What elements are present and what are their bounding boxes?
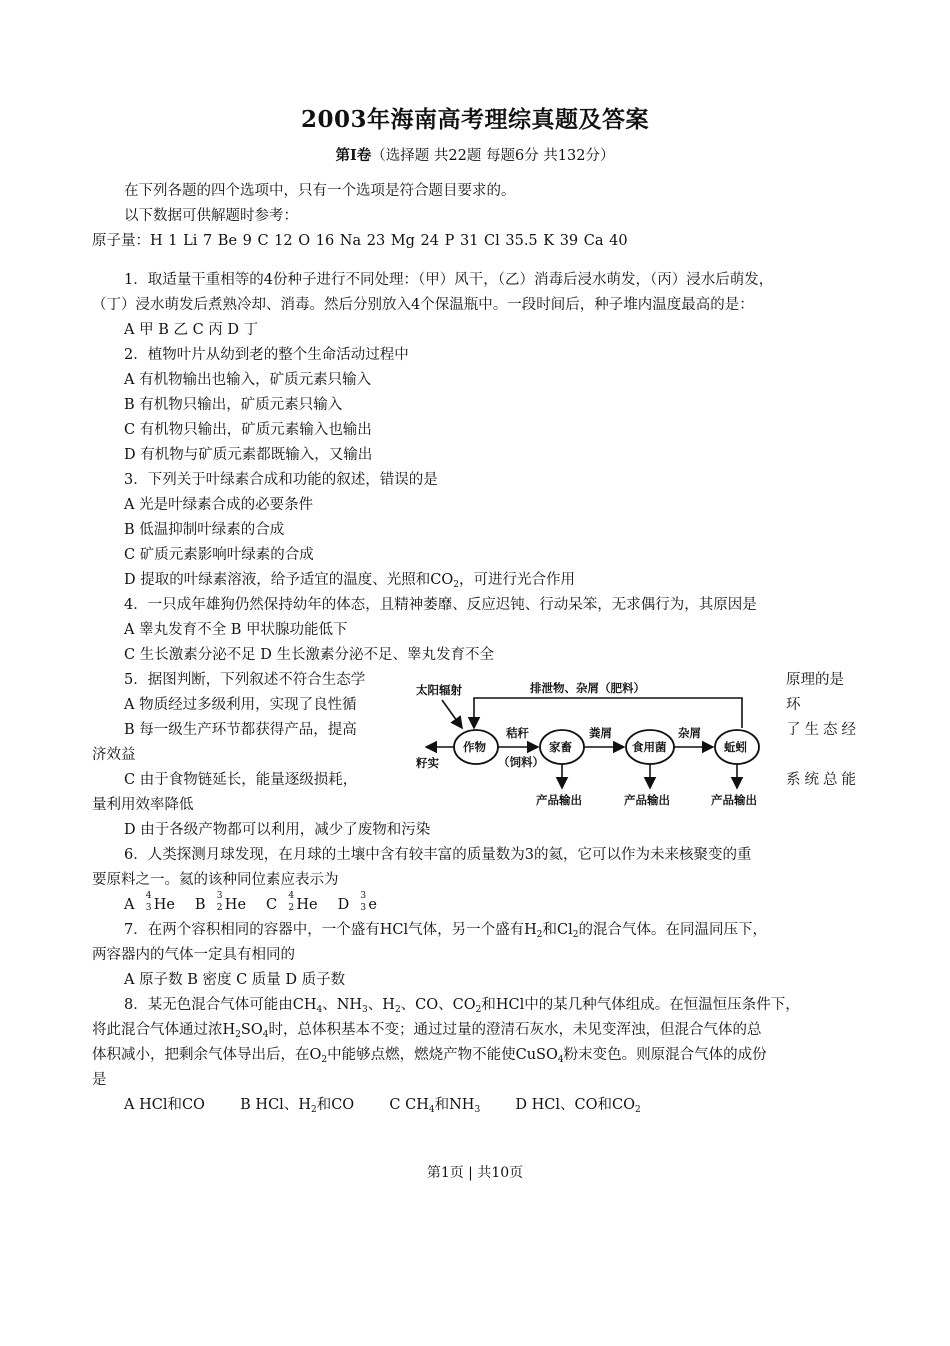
subscript: 2 xyxy=(572,930,579,940)
text-run: 的混合气体。在同温同压下， xyxy=(578,922,767,938)
q6-option-c xyxy=(266,891,318,913)
text-run: 将此混合气体通过浓H xyxy=(92,1022,236,1038)
q2-option-a: A 有机物输出也输入，矿质元素只输入 xyxy=(124,372,372,388)
element-symbol: e xyxy=(368,897,378,913)
subscript: 2 xyxy=(634,1105,641,1115)
text-run: 、CO、CO xyxy=(400,997,476,1013)
q3-option-b: B 低温抑制叶绿素的合成 xyxy=(124,522,285,538)
q5-option-a-left: A 物质经过多级利用，实现了良性循 xyxy=(124,697,357,713)
atomic-mass-line: 原子量：H 1 Li 7 Be 9 C 12 O 16 Na 23 Mg 24 P 31 Cl 35.5 K 39 Ca 40 xyxy=(92,233,628,249)
manure-label: 粪屑 xyxy=(589,726,612,740)
q3-option-d xyxy=(124,570,575,595)
q1-stem-line-2: （丁）浸水萌发后煮熟冷却、消毒。然后分别放入4个保温瓶中。一段时间后，种子堆内温度最高的是： xyxy=(92,297,754,313)
subscript: 2 xyxy=(394,1005,401,1015)
text-run: 粉末变色。则原混合气体的成份 xyxy=(563,1047,767,1063)
subscript: 3 xyxy=(474,1105,481,1115)
q1-options: A 甲 B 乙 C 丙 D 丁 xyxy=(124,322,259,338)
q5-option-c-right: 系统总能 xyxy=(786,772,860,788)
section-description: （选择题 共22题 每题6分 共132分） xyxy=(371,148,615,164)
subscript: 2 xyxy=(453,580,459,590)
node-crop-label: 作物 xyxy=(463,740,486,754)
straw-label: 秸秆 xyxy=(506,726,529,740)
page-footer: 第1页 | 共10页 xyxy=(426,1165,524,1181)
text-run: 和Cl xyxy=(542,922,573,938)
q5-option-c-left: C 由于食物链延长，能量逐级损耗， xyxy=(124,772,358,788)
mass-number: 4 xyxy=(288,891,295,901)
feedback-arrow xyxy=(474,698,742,728)
debris-label: 杂屑 xyxy=(678,726,701,740)
subscript: 4 xyxy=(428,1105,435,1115)
q2-stem: 2．植物叶片从幼到老的整个生命活动过程中 xyxy=(124,347,409,363)
element-symbol: He xyxy=(296,897,318,913)
text-run: B HCl、H xyxy=(240,1097,311,1113)
q5-stem-right: 原理的是 xyxy=(786,672,844,688)
atomic-number: 2 xyxy=(288,903,295,913)
atomic-number: 3 xyxy=(360,903,367,913)
output-label-3: 产品输出 xyxy=(711,793,757,807)
text-run: SO xyxy=(240,1022,263,1038)
text-run: 体积减小，把剩余气体导出后，在O xyxy=(92,1047,322,1063)
sun-label: 太阳辐射 xyxy=(416,683,462,697)
q2-option-d: D 有机物与矿质元素都既输入，又输出 xyxy=(124,447,373,463)
q5-option-b-cont: 济效益 xyxy=(92,747,136,763)
subscript: 2 xyxy=(321,1055,328,1065)
q2-option-c: C 有机物只输出，矿质元素输入也输出 xyxy=(124,422,372,438)
subscript: 2 xyxy=(475,1005,482,1015)
q7-stem-line-2: 两容器内的气体一定具有相同的 xyxy=(92,947,295,963)
text-run: 时，总体积基本不变；通过过量的澄清石灰水，未见变浑浊，但混合气体的总 xyxy=(268,1022,762,1038)
option-letter: B xyxy=(194,897,206,913)
q8-stem-line-1 xyxy=(124,995,800,1020)
element-symbol: He xyxy=(224,897,247,913)
q6-option-b xyxy=(194,891,247,913)
q3-option-a: A 光是叶绿素合成的必要条件 xyxy=(124,497,314,513)
text-run: 和CO xyxy=(316,1097,355,1113)
atomic-number: 2 xyxy=(216,903,223,913)
text-run: 中能够点燃，燃烧产物不能使CuSO xyxy=(327,1047,558,1063)
subscript: 2 xyxy=(536,930,543,940)
q8-option-c xyxy=(389,1097,480,1113)
text-run: C CH xyxy=(389,1097,429,1113)
q3-stem: 3．下列关于叶绿素合成和功能的叙述，错误的是 xyxy=(124,472,438,488)
mass-number: 3 xyxy=(216,891,223,901)
q6-stem-line-2: 要原料之一。氦的该种同位素应表示为 xyxy=(92,872,339,888)
element-symbol: He xyxy=(153,897,175,913)
node-fungus-label: 食用菌 xyxy=(632,740,667,754)
subscript: 4 xyxy=(316,1005,323,1015)
q8-option-d xyxy=(515,1097,640,1113)
q3-option-c: C 矿质元素影响叶绿素的合成 xyxy=(124,547,314,563)
q8-options xyxy=(124,1095,641,1120)
q7-options: A 原子数 B 密度 C 质量 D 质子数 xyxy=(124,972,346,988)
q2-option-b: B 有机物只输出，矿质元素只输入 xyxy=(124,397,343,413)
feedback-label: 排泄物、杂屑（肥料） xyxy=(530,681,645,695)
q3-option-d-text: D 提取的叶绿素溶液，给予适宜的温度、光照和CO xyxy=(124,572,454,588)
subscript: 4 xyxy=(262,1030,269,1040)
q4-options-ab: A 睾丸发育不全 B 甲状腺功能低下 xyxy=(124,622,348,638)
q8-option-a: A HCl和CO xyxy=(124,1097,205,1113)
q4-stem: 4．一只成年雄狗仍然保持幼年的体态，且精神萎靡、反应迟钝、行动呆笨，无求偶行为，其原因是 xyxy=(124,597,757,613)
section-label: 第Ⅰ卷 xyxy=(335,147,372,164)
q1-stem-line-1: 1．取适量干重相等的4份种子进行不同处理：（甲）风干，（乙）消毒后浸水萌发，（丙）浸水后萌发， xyxy=(124,272,774,288)
q6-options xyxy=(124,891,378,915)
output-label-2: 产品输出 xyxy=(624,793,670,807)
mass-number: 3 xyxy=(360,891,367,901)
feed-label: （饲料） xyxy=(498,755,544,769)
q5-option-b-left: B 每一级生产环节都获得产品，提高 xyxy=(124,722,357,738)
q8-stem-line-3 xyxy=(92,1045,767,1070)
sun-arrow xyxy=(442,700,462,728)
q5-option-c-cont: 量利用效率降低 xyxy=(92,797,194,813)
text-run: 、H xyxy=(367,997,395,1013)
output-label-1: 产品输出 xyxy=(536,793,582,807)
q6-stem-line-1: 6．人类探测月球发现，在月球的土壤中含有较丰富的质量数为3的氦，它可以作为未来核聚变的重 xyxy=(124,847,752,863)
q5-option-a-right: 环 xyxy=(786,697,801,713)
option-letter: D xyxy=(337,897,350,913)
node-livestock-label: 家畜 xyxy=(549,740,572,754)
node-worm-label: 蚯蚓 xyxy=(724,740,747,754)
q4-options-cd: C 生长激素分泌不足 D 生长激素分泌不足、睾丸发育不全 xyxy=(124,647,495,663)
subscript: 2 xyxy=(310,1105,317,1115)
atomic-number: 3 xyxy=(145,903,152,913)
seed-label: 籽实 xyxy=(416,756,439,770)
q6-option-a xyxy=(124,891,175,913)
q5-option-d: D 由于各级产物都可以利用，减少了废物和污染 xyxy=(124,822,431,838)
q5-stem-left: 5．据图判断，下列叙述不符合生态学 xyxy=(124,672,366,688)
isotope-symbol xyxy=(144,891,175,915)
text-run: 和NH xyxy=(434,1097,475,1113)
mass-number: 4 xyxy=(145,891,152,901)
intro-line-1: 在下列各题的四个选项中，只有一个选项是符合题目要求的。 xyxy=(124,183,516,199)
text-run: 、NH xyxy=(322,997,363,1013)
subscript: 2 xyxy=(235,1030,241,1040)
text-run: 和HCl中的某几种气体组成。在恒温恒压条件下， xyxy=(481,997,800,1013)
q7-stem-line-1 xyxy=(124,920,767,945)
isotope-symbol xyxy=(286,891,318,915)
q3-option-d-tail: ，可进行光合作用 xyxy=(458,572,575,588)
q5-option-b-right: 了生态经 xyxy=(786,722,860,738)
ecology-flow-diagram xyxy=(412,672,777,817)
isotope-symbol xyxy=(215,891,247,915)
document-title: 2003年海南高考理综真题及答案 xyxy=(300,106,649,133)
q8-stem-line-4: 是 xyxy=(92,1072,107,1088)
section-subtitle xyxy=(0,144,950,165)
text-run: D HCl、CO和CO xyxy=(515,1097,635,1113)
q6-option-d xyxy=(337,891,378,913)
isotope-symbol xyxy=(358,891,378,915)
option-letter: C xyxy=(266,897,278,913)
text-run: 7．在两个容积相同的容器中，一个盛有HCl气体，另一个盛有H xyxy=(124,922,537,938)
q8-option-b xyxy=(240,1097,354,1113)
text-run: 8．某无色混合气体可能由CH xyxy=(124,997,317,1013)
option-letter: A xyxy=(124,897,135,913)
q8-stem-line-2 xyxy=(92,1020,761,1045)
subscript: 4 xyxy=(557,1055,564,1065)
subscript: 3 xyxy=(362,1005,368,1015)
intro-line-2: 以下数据可供解题时参考： xyxy=(124,208,298,224)
